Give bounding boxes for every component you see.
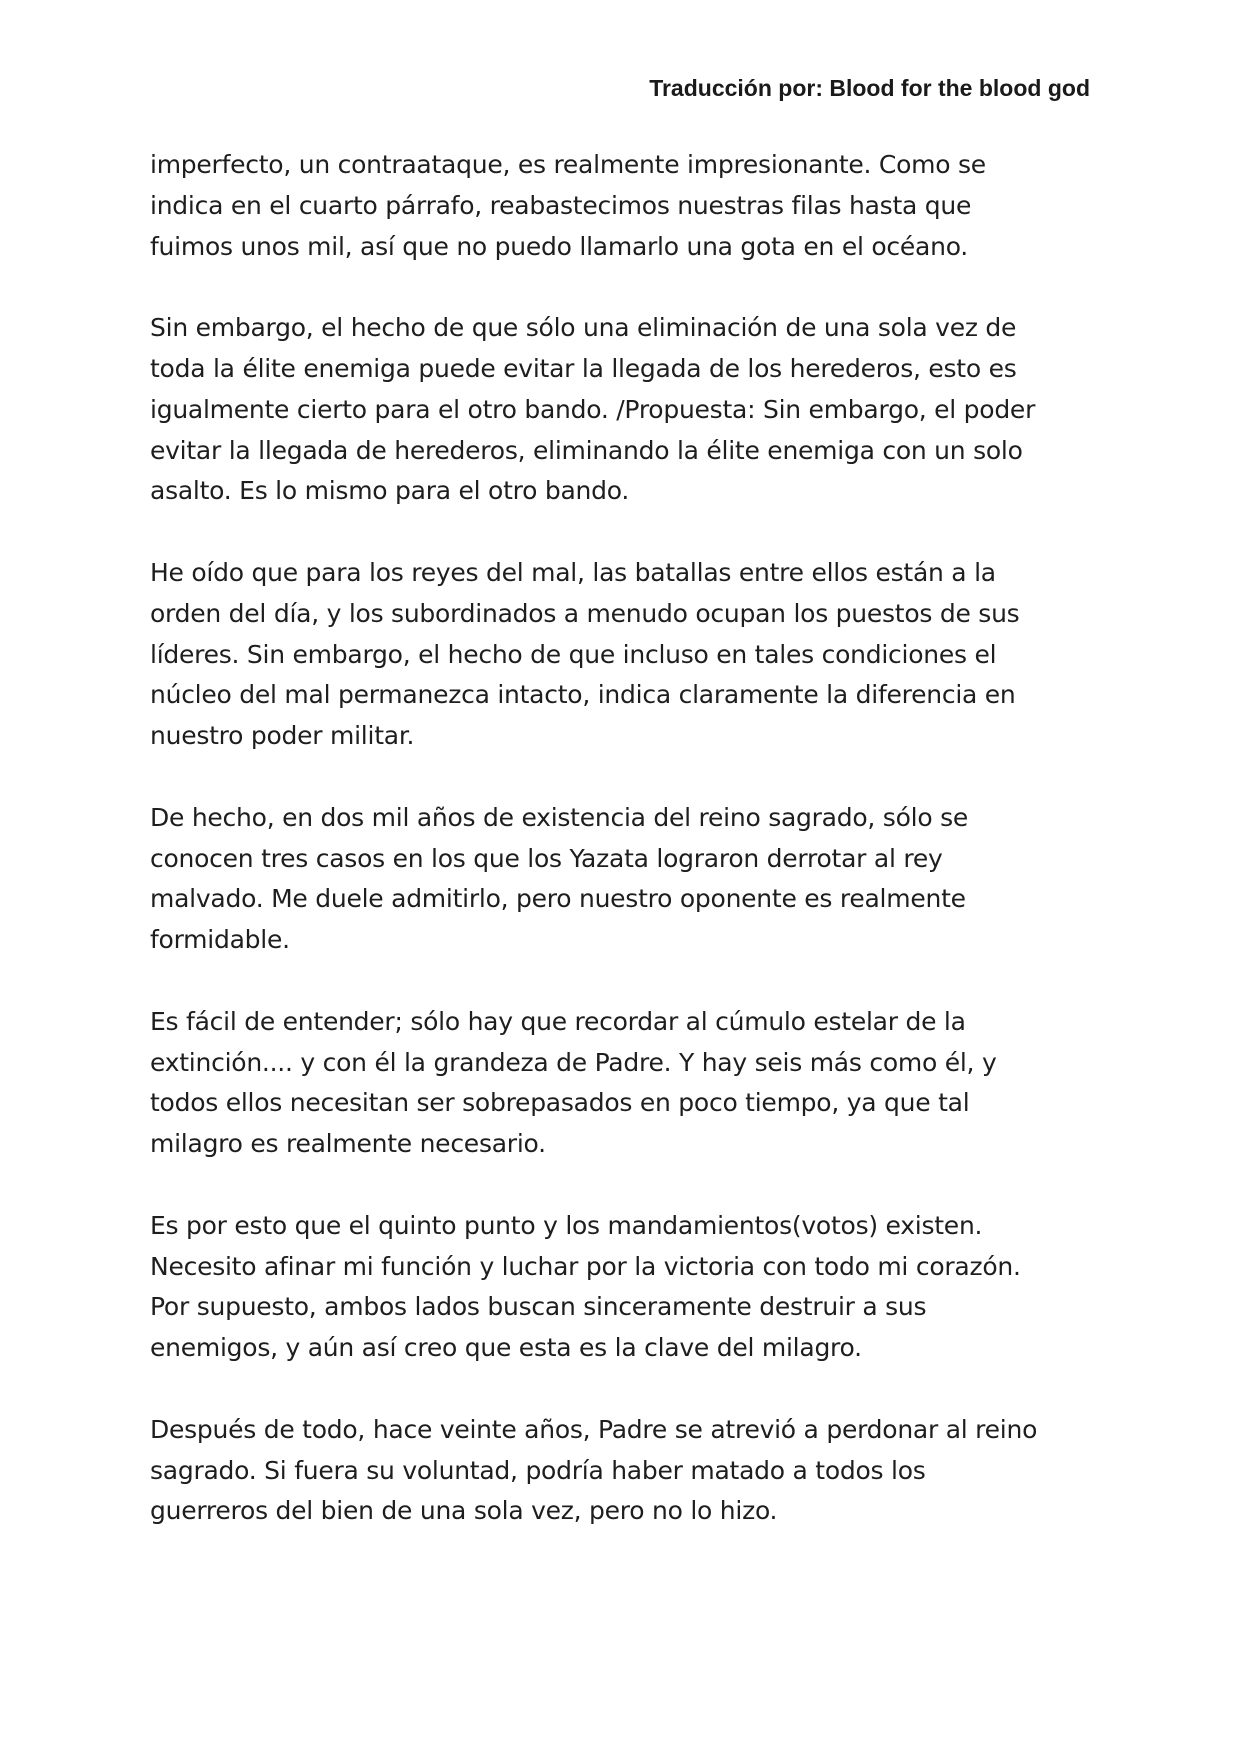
text-line: conocen tres casos en los que los Yazata lograron derrotar al rey [150,843,943,873]
text-line: toda la élite enemiga puede evitar la llegada de los herederos, esto es [150,353,1017,383]
text-line: fuimos unos mil, así que no puedo llamarlo una gota en el océano. [150,231,969,261]
paragraph-2 [150,308,1100,512]
text-line: indica en el cuarto párrafo, reabastecimos nuestras filas hasta que [150,190,972,220]
paragraph-1 [150,145,1100,267]
text-line: enemigos, y aún así creo que esta es la clave del milagro. [150,1333,862,1363]
text-line: núcleo del mal permanezca intacto, indica claramente la diferencia en [150,680,1016,710]
text-line: He oído que para los reyes del mal, las batallas entre ellos están a la [150,557,996,587]
paragraph-6 [150,1206,1100,1369]
text-line: igualmente cierto para el otro bando. /Propuesta: Sin embargo, el poder [150,394,1036,424]
text-line: todos ellos necesitan ser sobrepasados en poco tiempo, ya que tal [150,1088,970,1118]
text-line: sagrado. Si fuera su voluntad, podría haber matado a todos los [150,1455,926,1485]
paragraph-7 [150,1410,1100,1532]
paragraph-5 [150,1002,1100,1165]
text-line: Es fácil de entender; sólo hay que recordar al cúmulo estelar de la [150,1006,966,1036]
text-line: extinción.... y con él la grandeza de Padre. Y hay seis más como él, y [150,1047,997,1077]
text-line: Necesito afinar mi función y luchar por la victoria con todo mi corazón. [150,1251,1021,1281]
paragraph-3 [150,553,1100,757]
paragraph-4 [150,798,1100,961]
text-line: Por supuesto, ambos lados buscan sinceramente destruir a sus [150,1292,927,1322]
text-line: Sin embargo, el hecho de que sólo una eliminación de una sola vez de [150,313,1017,343]
text-line: De hecho, en dos mil años de existencia del reino sagrado, sólo se [150,802,968,832]
translation-credit: Traducción por: Blood for the blood god [649,75,1090,101]
text-line: asalto. Es lo mismo para el otro bando. [150,476,630,506]
text-line: milagro es realmente necesario. [150,1129,546,1159]
text-line: imperfecto, un contraataque, es realmente impresionante. Como se [150,150,986,179]
text-line: guerreros del bien de una sola vez, pero no lo hizo. [150,1496,778,1526]
text-line: orden del día, y los subordinados a menudo ocupan los puestos de sus [150,598,1020,628]
text-line: evitar la llegada de herederos, eliminando la élite enemiga con un solo [150,435,1023,465]
text-line: malvado. Me duele admitirlo, pero nuestro oponente es realmente [150,884,966,914]
text-line: nuestro poder militar. [150,721,415,751]
text-line: Después de todo, hace veinte años, Padre se atrevió a perdonar al reino [150,1414,1038,1444]
text-line: líderes. Sin embargo, el hecho de que incluso en tales condiciones el [150,639,997,669]
text-line: Es por esto que el quinto punto y los mandamientos(votos) existen. [150,1210,983,1240]
document-body [150,145,1100,1573]
text-line: formidable. [150,925,290,955]
